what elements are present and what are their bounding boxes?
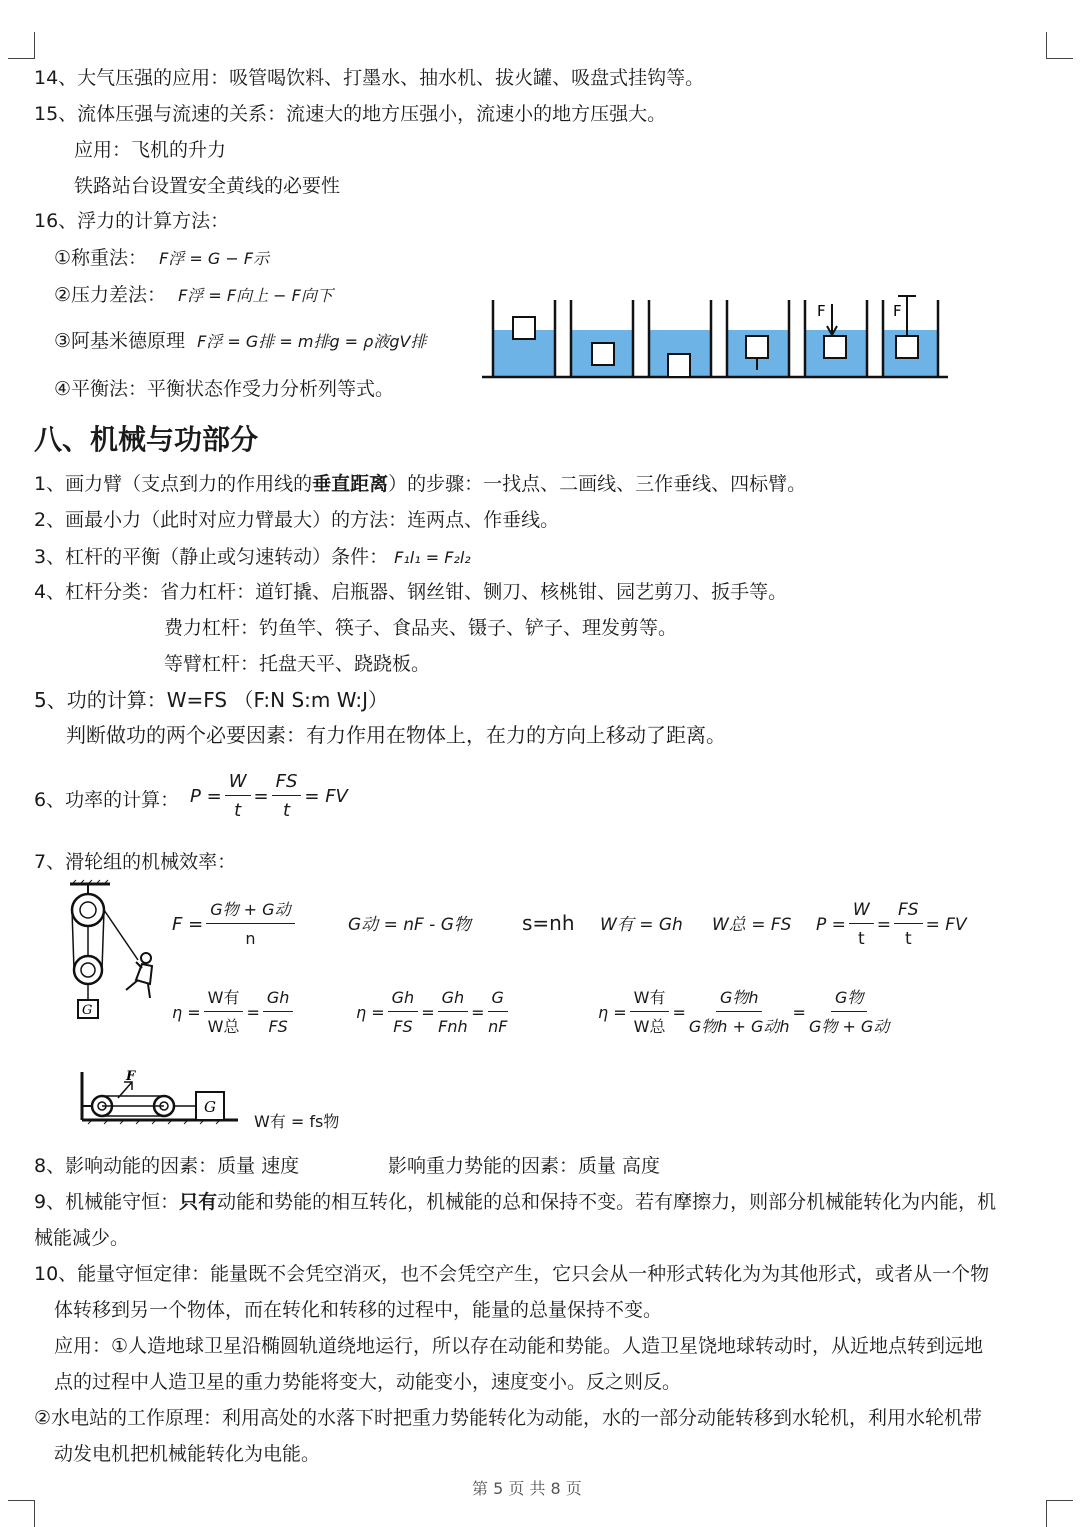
eq-sign: = bbox=[792, 1003, 806, 1022]
point-9-c: 动能和势能的相互转化，机械能的总和保持不变。若有摩擦力，则部分机械能转化为内能，机 bbox=[217, 1191, 997, 1213]
den-Fnh: Fnh bbox=[438, 1017, 468, 1036]
point-10-app-1: 应用：①人造地球卫星沿椭圆轨道绕地运行，所以存在动能和势能。人造卫星饶地球转动时，从近地点转到远地 bbox=[54, 1335, 984, 1357]
sym-eta: η bbox=[598, 1003, 609, 1022]
efficiency-formula-1 bbox=[172, 988, 296, 1037]
point-4-labor-saving: 4、杠杆分类：省力杠杆：道钉撬、启瓶器、钢丝钳、铡刀、核桃钳、园艺剪刀、扳手等。 bbox=[34, 581, 788, 603]
method-weighing-label: ①称重法： bbox=[54, 247, 148, 269]
point-10-app-1-cont: 点的过程中人造卫星的重力势能将变大，动能变小，速度变小。反之则反。 bbox=[54, 1371, 682, 1393]
item-15-safety-line: 铁路站台设置安全黄线的必要性 bbox=[74, 175, 341, 197]
eq-sign: = bbox=[304, 786, 320, 807]
buoyancy-beakers-figure bbox=[480, 290, 950, 385]
num-W: W bbox=[225, 772, 251, 796]
horizontal-pulley-figure bbox=[78, 1068, 248, 1128]
sym-eta: η bbox=[172, 1003, 183, 1022]
sym-FV: FV bbox=[945, 914, 967, 935]
num-Gh: Gh bbox=[388, 988, 419, 1012]
method-archimedes-label: ③阿基米德原理 bbox=[54, 330, 186, 352]
efficiency-formula-2 bbox=[356, 988, 511, 1037]
power-FV: FV bbox=[325, 786, 348, 807]
den-FS: FS bbox=[393, 1017, 413, 1036]
den-t: t bbox=[904, 929, 912, 949]
den-G-sum: G物 + G动 bbox=[808, 1017, 890, 1036]
power-P: P bbox=[190, 786, 201, 807]
formula-s-nh: s=nh bbox=[522, 911, 575, 935]
crop-mark-top-left bbox=[8, 32, 35, 59]
den-t: t bbox=[857, 929, 865, 949]
water-fills bbox=[493, 330, 938, 377]
formula-F-pulley bbox=[172, 900, 298, 949]
den-Gwu-h-sum: G物h + G动h bbox=[688, 1017, 790, 1036]
point-3-text: 3、杠杆的平衡（静止或匀速转动）条件： bbox=[34, 546, 389, 568]
formula-W-you: W有 = Gh bbox=[600, 915, 683, 935]
point-5-factors: 判断做功的两个必要因素：有力作用在物体上，在力的方向上移动了距离。 bbox=[66, 723, 726, 747]
point-9-cont: 械能减少。 bbox=[34, 1227, 130, 1249]
frac-Gwu-sum bbox=[809, 988, 889, 1037]
method-pressure-difference bbox=[54, 283, 333, 308]
point-9-a: 9、机械能守恒： bbox=[34, 1191, 180, 1213]
num-Gh: Gh bbox=[263, 988, 294, 1012]
point-4-equal-arm: 等臂杠杆：托盘天平、跷跷板。 bbox=[164, 653, 431, 675]
formula-W-zong: W总 = FS bbox=[712, 915, 792, 935]
eq-sign: = bbox=[188, 914, 204, 935]
den-FS: FS bbox=[268, 1017, 288, 1036]
num-W: W bbox=[849, 900, 874, 924]
pulley-figure bbox=[60, 880, 160, 1020]
block-4 bbox=[746, 336, 768, 358]
point-7: 7、滑轮组的机械效率： bbox=[34, 851, 237, 873]
crop-mark-bottom-left bbox=[8, 1500, 35, 1527]
efficiency-formula-3 bbox=[598, 988, 892, 1037]
den-nF: nF bbox=[488, 1017, 508, 1036]
item-15: 15、流体压强与流速的关系：流速大的地方压强小，流速小的地方压强大。 bbox=[34, 103, 667, 125]
item-16: 16、浮力的计算方法： bbox=[34, 210, 230, 232]
point-3 bbox=[34, 545, 471, 570]
den-t: t bbox=[282, 800, 291, 821]
den-t: t bbox=[234, 800, 242, 821]
point-1-c: ）的步骤：一找点、二画线、三作垂线、四标臂。 bbox=[388, 473, 807, 495]
eq-sign: = bbox=[371, 1003, 385, 1022]
point-10-cont: 体转移到另一个物体，而在转化和转移的过程中，能量的总量保持不变。 bbox=[54, 1299, 663, 1321]
formula-W-you-fs: W有 = fs物 bbox=[254, 1112, 340, 1131]
point-8-kinetic: 8、影响动能的因素：质量 速度 bbox=[34, 1155, 300, 1177]
frac-FS-t bbox=[894, 900, 923, 949]
frac-Wyou-Wzong bbox=[204, 988, 244, 1037]
formula-P-pulley bbox=[816, 900, 967, 949]
power-formula bbox=[190, 772, 348, 821]
method-pressure-formula: F浮 = F向上 − F向下 bbox=[178, 286, 333, 305]
method-archimedes bbox=[54, 329, 426, 354]
method-weighing-formula: F浮 = G − F示 bbox=[159, 249, 270, 268]
frac-W-t bbox=[225, 772, 251, 821]
point-1 bbox=[34, 472, 806, 496]
block-2 bbox=[592, 343, 614, 365]
num-W-you: W有 bbox=[630, 988, 670, 1012]
num-Gwu: G物 bbox=[831, 988, 867, 1012]
point-10: 10、能量守恒定律：能量既不会凭空消灭，也不会凭空产生，它只会从一种形式转化为为其他形式，或者从一个物 bbox=[34, 1263, 990, 1285]
point-1-bold: 垂直距离 bbox=[312, 473, 389, 495]
frac-G-nF bbox=[488, 988, 508, 1037]
eq-sign: = bbox=[246, 1003, 260, 1022]
crop-mark-bottom-right bbox=[1046, 1500, 1073, 1527]
item-14: 14、大气压强的应用：吸管喝饮料、打墨水、抽水机、拔火罐、吸盘式挂钩等。 bbox=[34, 67, 705, 89]
point-4-labor-costing: 费力杠杆：钓鱼竿、筷子、食品夹、镊子、铲子、理发剪等。 bbox=[164, 617, 678, 639]
point-6: 6、功率的计算： bbox=[34, 789, 180, 811]
force-F-label: F bbox=[126, 1069, 136, 1084]
block-1 bbox=[513, 317, 535, 339]
eq-sign: = bbox=[187, 1003, 201, 1022]
point-10-app-2: ②水电站的工作原理：利用高处的水落下时把重力势能转化为动能，水的一部分动能转移到水轮机，利用水轮机带 bbox=[34, 1407, 983, 1429]
page-footer: 第 5 页 共 8 页 bbox=[472, 1479, 582, 1498]
point-5: 5、功的计算：W=FS （F:N S:m W:J） bbox=[34, 688, 388, 712]
eq-sign: = bbox=[206, 786, 222, 807]
frac-Gh-Fnh bbox=[438, 988, 469, 1037]
sym-P: P bbox=[816, 914, 827, 935]
item-15-application: 应用：飞机的升力 bbox=[74, 139, 227, 161]
eq-sign: = bbox=[253, 786, 269, 807]
sym-F: F bbox=[172, 914, 183, 935]
eq-sign: = bbox=[831, 914, 846, 935]
num-FS: FS bbox=[894, 900, 923, 924]
frac-Wyou-Wzong bbox=[630, 988, 670, 1037]
frac-Gh-FS bbox=[263, 988, 294, 1037]
horizontal-ropes bbox=[102, 1082, 196, 1116]
movable-pulley bbox=[74, 956, 102, 984]
point-2: 2、画最小力（此时对应力臂最大）的方法：连两点、作垂线。 bbox=[34, 509, 560, 531]
weight-G-label: G bbox=[82, 1003, 93, 1018]
force-label-down: F bbox=[817, 302, 826, 320]
block-5 bbox=[824, 336, 846, 358]
num-Gh: Gh bbox=[438, 988, 469, 1012]
crop-mark-top-right bbox=[1046, 32, 1073, 59]
frac-Gwuh-sum bbox=[689, 988, 790, 1037]
num-FS: FS bbox=[272, 772, 302, 796]
point-10-app-2-cont: 动发电机把机械能转化为电能。 bbox=[54, 1443, 321, 1465]
eq-sign: = bbox=[876, 914, 891, 935]
frac-Gh-FS bbox=[388, 988, 419, 1037]
num-W-you: W有 bbox=[204, 988, 244, 1012]
fixed-pulley bbox=[72, 894, 104, 926]
frac-FS-t bbox=[272, 772, 302, 821]
frac-G-n bbox=[206, 900, 294, 949]
eq-sign: = bbox=[613, 1003, 627, 1022]
method-pressure-label: ②压力差法： bbox=[54, 284, 167, 306]
frac-W-t bbox=[849, 900, 874, 949]
point-3-formula: F₁l₁ = F₂l₂ bbox=[394, 548, 471, 567]
block-6 bbox=[896, 336, 918, 358]
eq-sign: = bbox=[672, 1003, 686, 1022]
num-Gwu-h: G物h bbox=[716, 988, 763, 1012]
force-label-up: F bbox=[893, 302, 902, 320]
eq-sign: = bbox=[471, 1003, 485, 1022]
den-W-zong: W总 bbox=[633, 1017, 666, 1036]
point-1-a: 1、画力臂（支点到力的作用线的 bbox=[34, 473, 313, 495]
eq-sign: = bbox=[925, 914, 940, 935]
method-equilibrium: ④平衡法：平衡状态作受力分析列等式。 bbox=[54, 378, 395, 400]
point-9 bbox=[34, 1190, 996, 1214]
sym-eta: η bbox=[356, 1003, 367, 1022]
num-G-sum: G物 + G动 bbox=[206, 900, 294, 924]
point-8-potential: 影响重力势能的因素：质量 高度 bbox=[388, 1155, 661, 1177]
block-G-label: G bbox=[204, 1098, 216, 1116]
block-3 bbox=[668, 354, 690, 377]
den-n: n bbox=[245, 929, 256, 948]
method-weighing bbox=[54, 246, 269, 271]
eq-sign: = bbox=[421, 1003, 435, 1022]
formula-G-dong: G动 = nF - G物 bbox=[348, 915, 471, 935]
den-W-zong: W总 bbox=[207, 1017, 240, 1036]
method-archimedes-formula: F浮 = G排 = m排g = ρ液gV排 bbox=[197, 332, 427, 351]
num-G: G bbox=[488, 988, 508, 1012]
point-9-bold: 只有 bbox=[179, 1191, 218, 1213]
section-heading: 八、机械与功部分 bbox=[34, 423, 259, 456]
person-pulling-icon bbox=[126, 953, 152, 998]
